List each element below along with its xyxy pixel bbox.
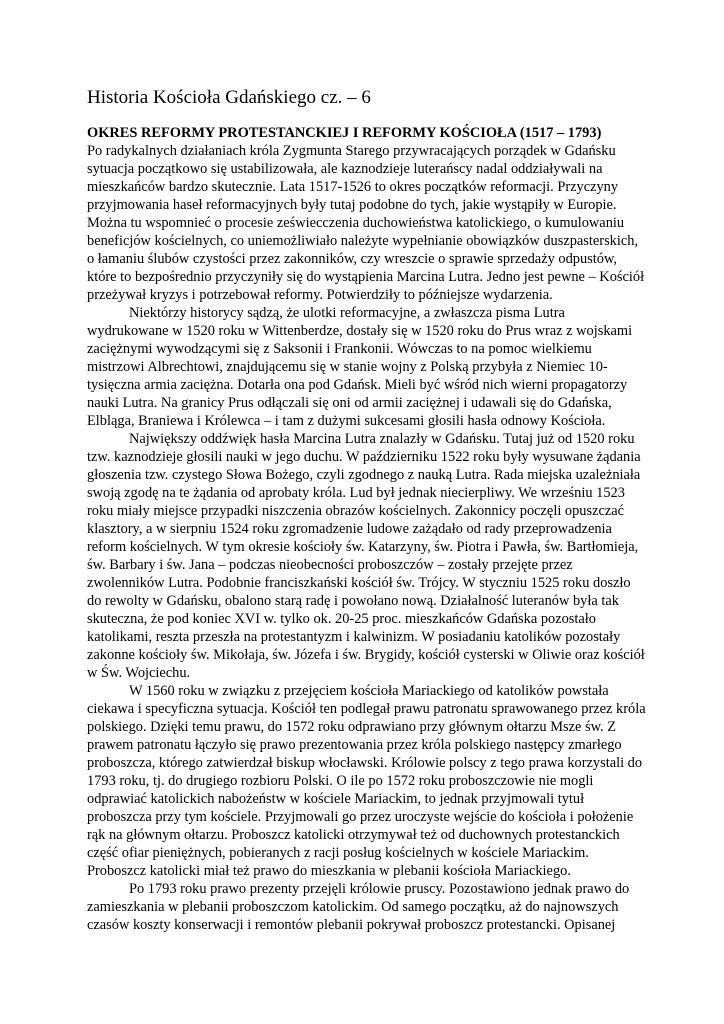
paragraph-3: Największy oddźwięk hasła Marcina Lutra znalazły w Gdańsku. Tutaj już od 1520 roku tzw. kaznodzieje głosili nauki w jego duchu. W październiku 1522 roku były wysuwane żądania głoszenia tzw. czystego Słowa Bożego, czyli zgodnego z nauką Lutra. Rada miejska uzależniała swoją zgodę na te żądania od aprobaty króla. Lud był jednak niecierpliwy. We wrześniu 1523 roku miały miejsce przypadki niszczenia obrazów kościelnych. Zakonnicy poczęli opuszczać klasztory, a w sierpniu 1524 roku zgromadzenie ludowe zażądało od rady przeprowadzenia reform kościelnych. W tym okresie kościoły św. Katarzyny, św. Piotra i Pawła, św. Bartłomieja, św. Barbary i św. Jana – podczas nieobecności proboszczów – zostały przejęte przez zwolenników Lutra. Podobnie franciszkański kościół św. Trójcy. W styczniu 1525 roku doszło do rewolty w Gdańsku, obalono starą radę i powołano nową. Działalność luteranów była tak skuteczna, że pod koniec XVI w. tylko ok. 20-25 proc. mieszkańców Gdańska pozostało katolikami, reszta przeszła na protestantyzm i kalwinizm. W posiadaniu katolików pozostały zakonne kościoły św. Mikołaja, św. Józefa i św. Brygidy, kościół cysterski w Oliwie oraz kościół w Św. Wojciechu. xyxy=(87,431,645,681)
paragraph-1: Po radykalnych działaniach króla Zygmunta Starego przywracających porządek w Gdańsku sytuacja początkowo się ustabilizowała, ale kaznodzieje luterańscy nadal oddziaływali na mieszkańców bardzo skutecznie. Lata 1517-1526 to okres początków reformacji. Przyczyny przyjmowania haseł reformacyjnych były tutaj podobne do tych, jakie wystąpiły w Europie. Można tu wspomnieć o procesie zeświecczenia duchowieństwa katolickiego, o kumulowaniu beneficjów kościelnych, co uniemożliwiało należyte wypełnianie obowiązków duszpasterskich, o łamaniu ślubów czystości przez zakonników, czy wreszcie o sprawie sprzedaży odpustów, które to bezpośrednio przyczyniły się do wystąpienia Marcina Lutra. Jedno jest pewne – Kościół przeżywał kryzys i potrzebował reformy. Potwierdziły to późniejsze wydarzenia. xyxy=(87,143,645,303)
document-body xyxy=(87,124,647,934)
paragraph-5: Po 1793 roku prawo prezenty przejęli królowie pruscy. Pozostawiono jednak prawo do zamieszkania w plebanii proboszczom katolickim. Od samego początku, aż do najnowszych czasów koszty konserwacji i remontów plebanii pokrywał proboszcz protestancki. Opisanej xyxy=(87,881,630,933)
paragraph-4: W 1560 roku w związku z przejęciem kościoła Mariackiego od katolików powstała ciekawa i specyficzna sytuacja. Kościół ten podlegał prawu patronatu sprawowanego przez króla polskiego. Dzięki temu prawu, do 1572 roku odprawiano przy głównym ołtarzu Msze św. Z prawem patronatu łączyło się prawo prezentowania przez króla polskiego następcy zmarłego proboszcza, którego zatwierdzał biskup włocławski. Królowie polscy z tego prawa korzystali do 1793 roku, tj. do drugiego rozbioru Polski. O ile po 1572 roku proboszczowie nie mogli odprawiać katolickich nabożeństw w kościele Mariackim, to jednak przyjmowali tytuł proboszcza przy tym kościele. Przyjmowali go przez uroczyste wejście do kościoła i położenie rąk na głównym ołtarzu. Proboszcz katolicki otrzymywał też od duchownych protestanckich część ofiar pieniężnych, pobieranych z racji posług kościelnych w kościele Mariackim. Proboszcz katolicki miał też prawo do mieszkania w plebanii kościoła Mariackiego. xyxy=(87,683,646,879)
document-title: Historia Kościoła Gdańskiego cz. – 6 xyxy=(87,87,371,108)
paragraph-2: Niektórzy historycy sądzą, że ulotki reformacyjne, a zwłaszcza pisma Lutra wydrukowane w 1520 roku w Wittenberdze, dostały się w 1520 roku do Prus wraz z wojskami zaciężnymi wywodzącymi się z Saksonii i Frankonii. Wówczas to na pomoc wielkiemu mistrzowi Albrechtowi, znajdującemu się w stanie wojny z Polską przybyła z Niemiec 10-tysięczna armia zaciężna. Dotarła ona pod Gdańsk. Mieli być wśród nich wierni propagatorzy nauki Lutra. Na granicy Prus odłączali się oni od armii zaciężnej i udawali się do Gdańska, Elbląga, Braniewa i Królewca – i tam z dużymi sukcesami głosili hasła odnowy Kościoła. xyxy=(87,305,633,429)
section-heading: OKRES REFORMY PROTESTANCKIEJ I REFORMY KOŚCIOŁA (1517 – 1793) xyxy=(87,125,602,141)
